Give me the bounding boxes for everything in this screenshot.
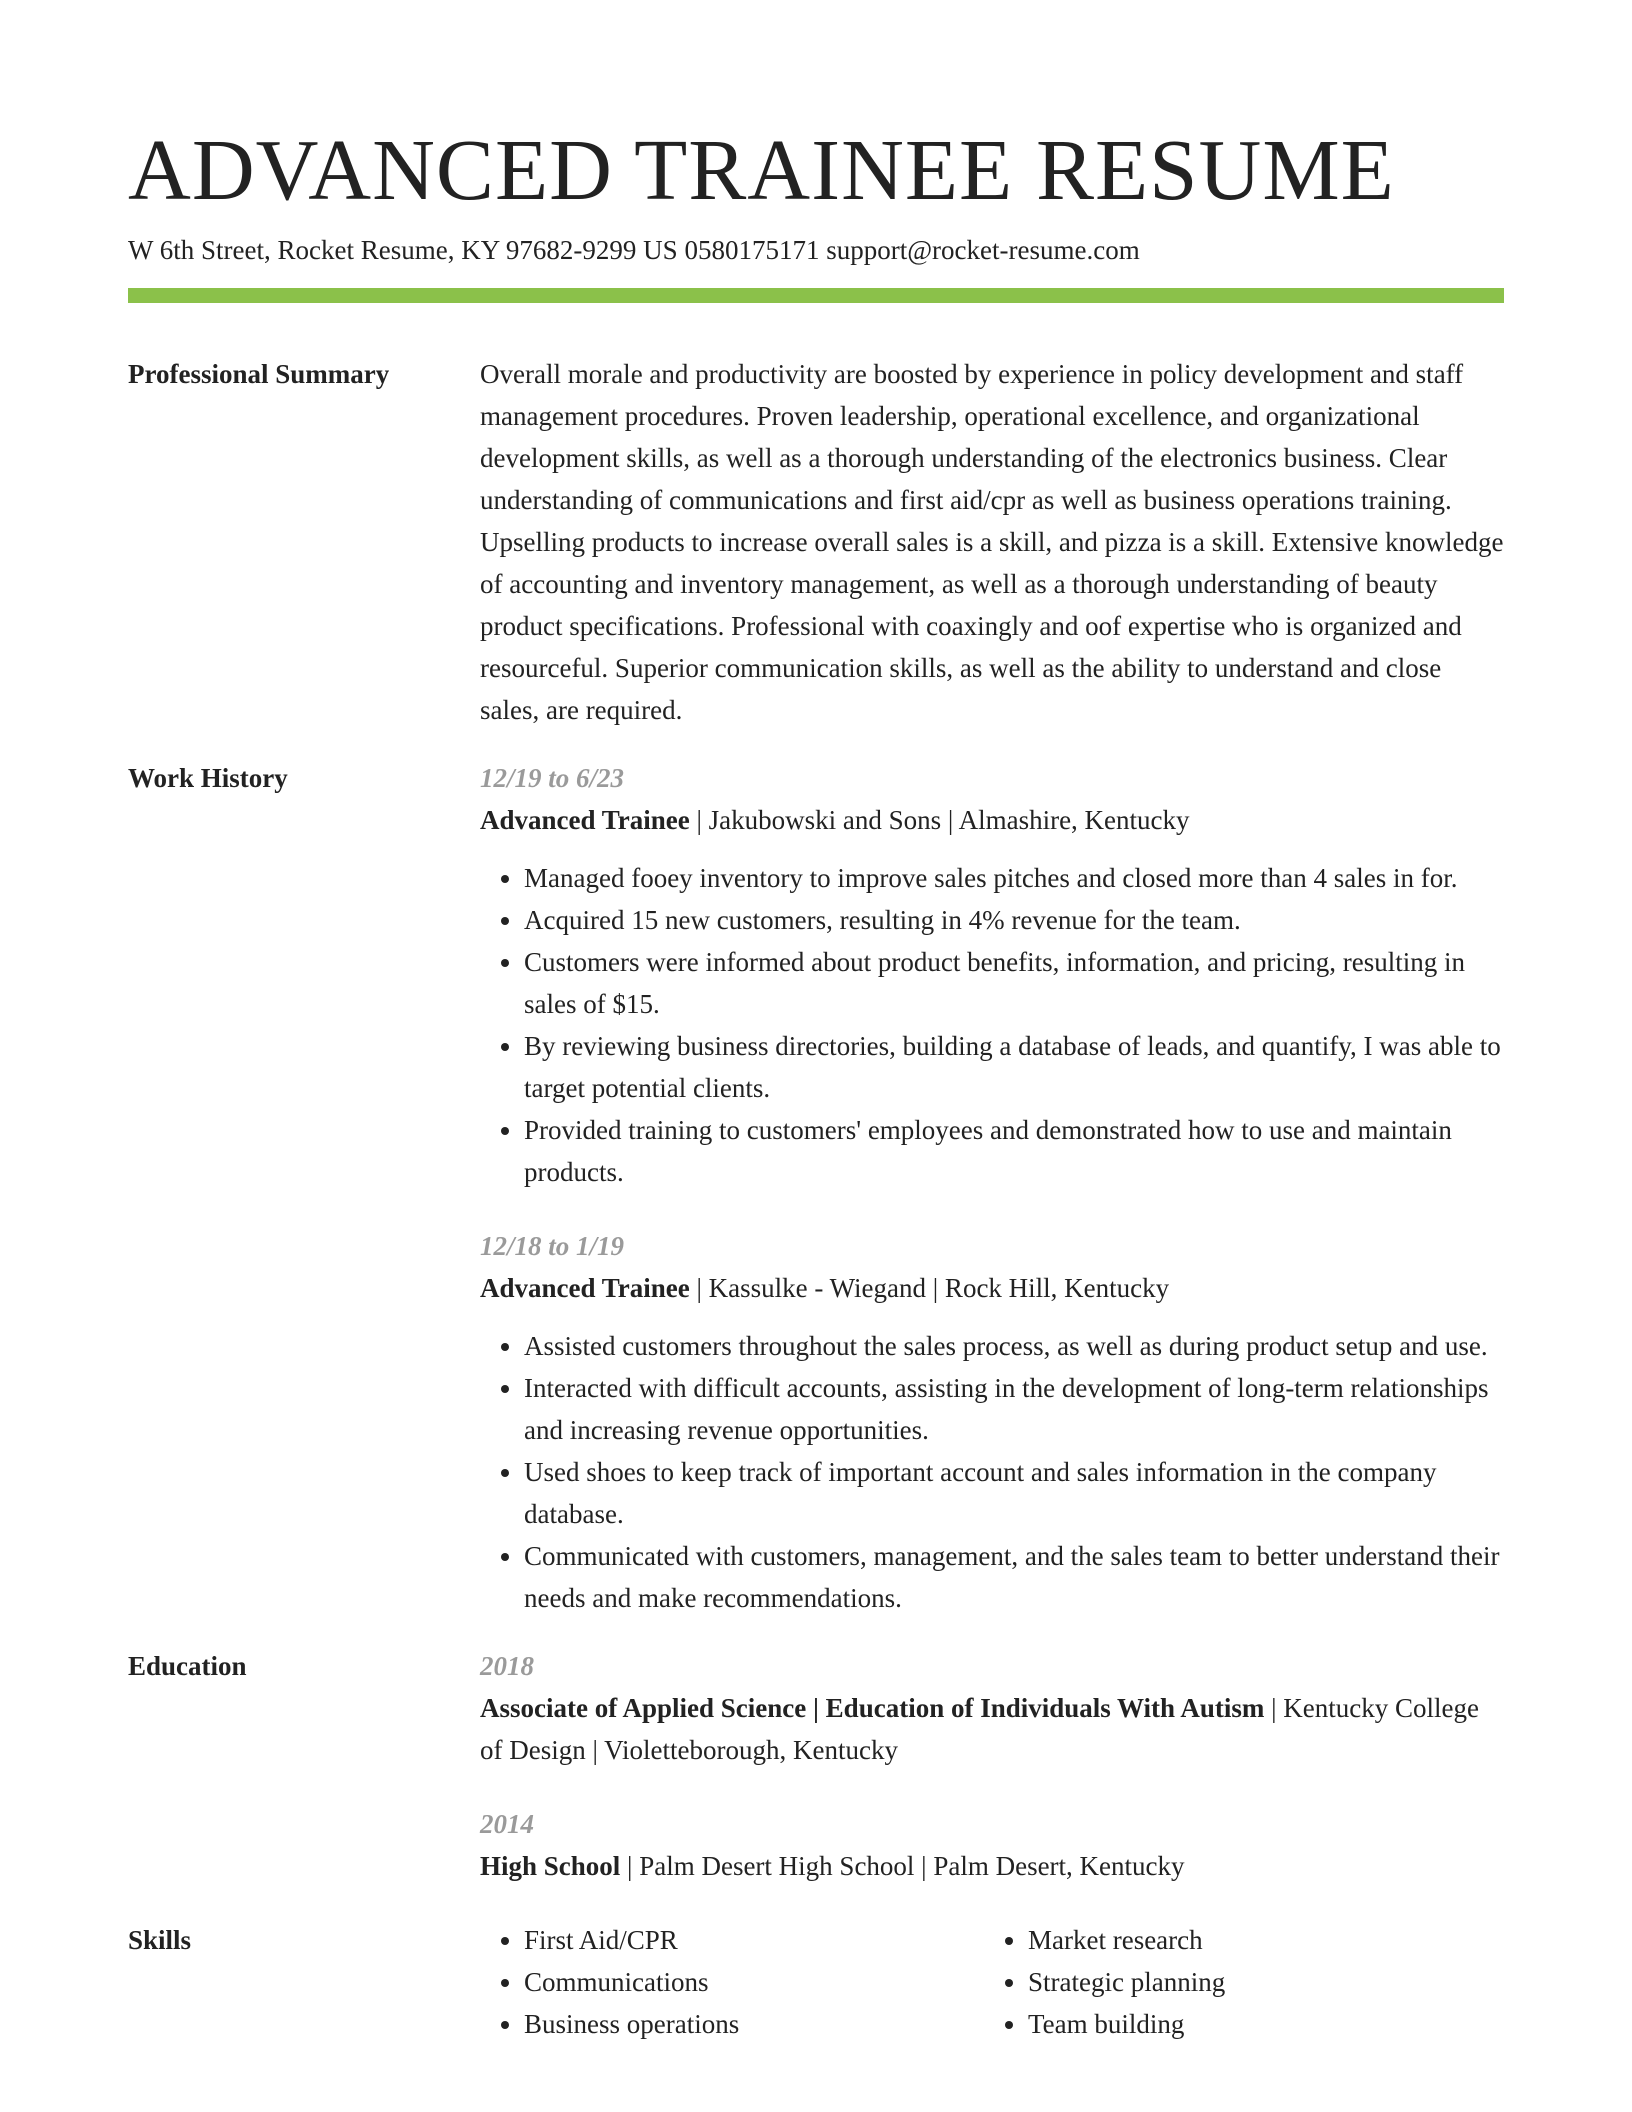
summary-body <box>480 353 1504 731</box>
education-entry <box>480 1645 1504 1771</box>
education-label: Education <box>128 1651 247 1681</box>
education-details: | Kentucky College of Design | Violetteborough, Kentucky <box>480 1693 1479 1765</box>
list-item: • Provided training to customers' employees and demonstrated how to use and maintain products. <box>524 1109 1504 1193</box>
job-heading <box>480 799 1504 841</box>
skills-columns <box>480 1919 1504 2045</box>
job-bullets <box>480 857 1504 1193</box>
list-item: • Strategic planning <box>1028 1961 1488 2003</box>
list-item: • First Aid/CPR <box>524 1919 984 1961</box>
education-year: 2018 <box>480 1651 534 1681</box>
education-degree: High School <box>480 1851 621 1881</box>
skills-list-right <box>984 1919 1488 2045</box>
list-item: • Market research <box>1028 1919 1488 1961</box>
education-entry <box>480 1803 1504 1887</box>
list-item: • Acquired 15 new customers, resulting in 4% revenue for the team. <box>524 899 1504 941</box>
job-entry <box>480 757 1504 1193</box>
job-dates: 12/19 to 6/23 <box>480 763 625 793</box>
job-heading <box>480 1267 1504 1309</box>
summary-label: Professional Summary <box>128 359 390 389</box>
list-item: • Business operations <box>524 2003 984 2045</box>
list-item: • Team building <box>1028 2003 1488 2045</box>
summary-section <box>128 353 1504 731</box>
list-item: • Assisted customers throughout the sales process, as well as during product setup and use. <box>524 1325 1504 1367</box>
job-title: Advanced Trainee <box>480 805 690 835</box>
resume-title: ADVANCED TRAINEE RESUME <box>128 121 1395 218</box>
education-body <box>480 1645 1504 1887</box>
resume-page <box>128 120 1504 2045</box>
list-item: • Customers were informed about product benefits, information, and pricing, resulting in sales of $15. <box>524 941 1504 1025</box>
list-item: • By reviewing business directories, building a database of leads, and quantify, I was able to target potential clients. <box>524 1025 1504 1109</box>
skills-label: Skills <box>128 1925 192 1955</box>
work-history-section <box>128 757 1504 1619</box>
summary-text: Overall morale and productivity are boosted by experience in policy development and staff management procedures. Proven leadership, operational excellence, and organizational development skills, as well as a thorough understanding of the electronics business. Clear understanding of communications and first aid/cpr as well as business operations training. Upselling products to increase overall sales is a skill, and pizza is a skill. Extensive knowledge of accounting and inventory management, as well as a thorough understanding of beauty product specifications. Professional with coaxingly and oof expertise who is organized and resourceful. Superior communication skills, as well as the ability to understand and close sales, are required. <box>480 359 1504 725</box>
list-item: • Managed fooey inventory to improve sales pitches and closed more than 4 sales in for. <box>524 857 1504 899</box>
list-item: • Interacted with difficult accounts, assisting in the development of long-term relationships and increasing revenue opportunities. <box>524 1367 1504 1451</box>
job-dates: 12/18 to 1/19 <box>480 1231 625 1261</box>
job-details: | Kassulke - Wiegand | Rock Hill, Kentucky <box>689 1273 1170 1303</box>
job-bullets <box>480 1325 1504 1619</box>
header-divider <box>128 288 1504 303</box>
job-title: Advanced Trainee <box>480 1273 690 1303</box>
list-item: • Communicated with customers, management, and the sales team to better understand their needs and make recommendations. <box>524 1535 1504 1619</box>
skills-section <box>128 1919 1504 2045</box>
job-details: | Jakubowski and Sons | Almashire, Kentucky <box>689 805 1190 835</box>
skills-list-left <box>480 1919 984 2045</box>
job-entry <box>480 1225 1504 1619</box>
education-year: 2014 <box>480 1809 534 1839</box>
list-item: • Communications <box>524 1961 984 2003</box>
list-item: • Used shoes to keep track of important account and sales information in the company database. <box>524 1451 1504 1535</box>
skills-body <box>480 1919 1504 2045</box>
contact-line: W 6th Street, Rocket Resume, KY 97682-9299 US 0580175171 support@rocket-resume.com <box>128 235 1140 265</box>
education-section <box>128 1645 1504 1887</box>
education-degree: Associate of Applied Science | Education of Individuals With Autism <box>480 1693 1265 1723</box>
education-details: | Palm Desert High School | Palm Desert, Kentucky <box>620 1851 1185 1881</box>
education-heading <box>480 1687 1504 1771</box>
education-heading <box>480 1845 1504 1887</box>
work-history-body <box>480 757 1504 1619</box>
work-history-label: Work History <box>128 763 288 793</box>
